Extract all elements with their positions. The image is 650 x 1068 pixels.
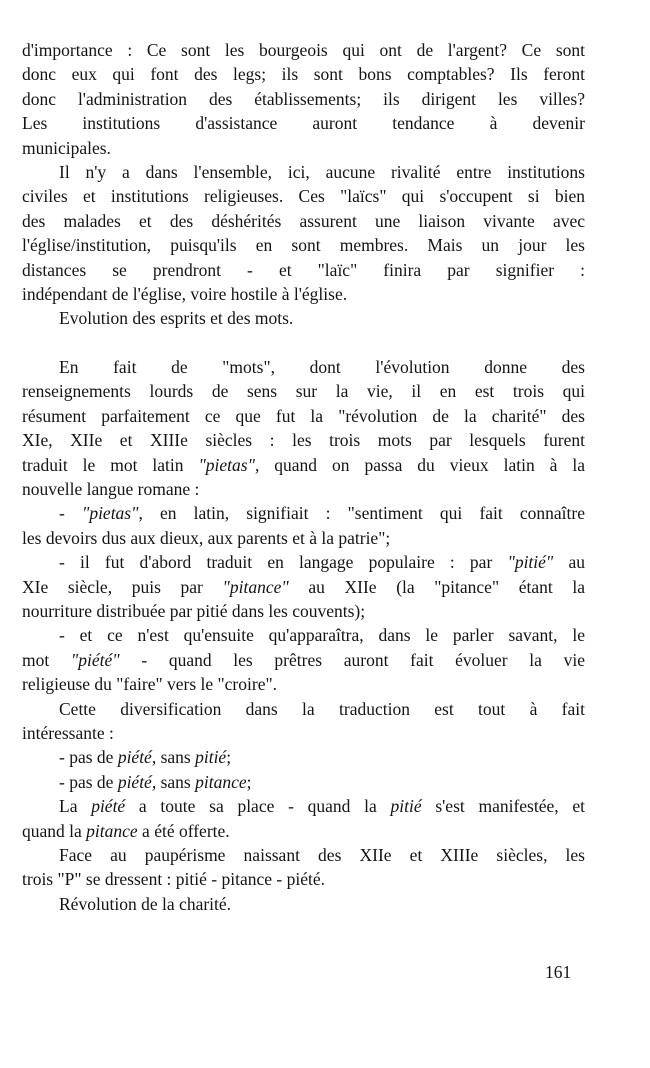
paragraph bbox=[22, 843, 585, 892]
text-line bbox=[22, 111, 585, 135]
text-run: - pas de bbox=[59, 747, 118, 768]
page-body bbox=[22, 38, 585, 916]
text-run: au bbox=[553, 552, 585, 573]
text-line bbox=[22, 892, 585, 916]
italic-text: piété, bbox=[117, 747, 157, 768]
text-run: sans bbox=[156, 771, 196, 792]
paragraph bbox=[22, 770, 585, 794]
paragraph-gap bbox=[22, 331, 585, 355]
text-line bbox=[22, 184, 585, 208]
text-run: a été offerte. bbox=[137, 820, 230, 841]
text-line bbox=[22, 623, 585, 647]
text-run: En fait de "mots", dont l'évolution donne des bbox=[59, 357, 585, 378]
text-run: au XIIe (la "pitance" étant la bbox=[288, 576, 585, 597]
italic-text: pitié bbox=[195, 747, 227, 768]
text-line bbox=[22, 38, 585, 62]
text-run: renseignements lourds de sens sur la vie, il en est trois qui bbox=[22, 381, 585, 402]
text-run: mot bbox=[22, 649, 71, 670]
text-line bbox=[22, 575, 585, 599]
text-line bbox=[22, 867, 585, 891]
text-line bbox=[22, 550, 585, 574]
text-line bbox=[22, 672, 585, 696]
text-run: ; bbox=[246, 771, 252, 792]
text-run: - bbox=[59, 503, 82, 524]
text-line bbox=[22, 233, 585, 257]
paragraph bbox=[22, 501, 585, 550]
text-run: - il fut d'abord traduit en langage populaire : par bbox=[59, 552, 508, 573]
paragraph bbox=[22, 550, 585, 623]
text-run: - quand les prêtres auront fait évoluer la vie bbox=[119, 649, 585, 670]
text-line bbox=[22, 745, 585, 769]
text-run: les devoirs dus aux dieux, aux parents et à la patrie"; bbox=[22, 527, 391, 548]
text-line bbox=[22, 794, 585, 818]
italic-text: "pietas" bbox=[81, 503, 139, 524]
paragraph bbox=[22, 38, 585, 160]
text-run: Cette diversification dans la traduction est tout à fait bbox=[59, 698, 585, 719]
text-line bbox=[22, 306, 585, 330]
text-run: municipales. bbox=[22, 137, 111, 158]
text-run: donc eux qui font des legs; ils sont bons comptables? Ils feront bbox=[22, 64, 585, 85]
text-run: sans bbox=[156, 747, 196, 768]
text-line bbox=[22, 697, 585, 721]
text-line bbox=[22, 526, 585, 550]
text-run: XIe siècle, puis par bbox=[22, 576, 223, 597]
text-run: trois "P" se dressent : pitié - pitance - piété. bbox=[22, 869, 325, 890]
text-run: La bbox=[59, 796, 92, 817]
italic-text: piété, bbox=[117, 771, 157, 792]
text-line bbox=[22, 648, 585, 672]
text-run: des malades et des déshérités assurent une liaison vivante avec bbox=[22, 210, 585, 231]
text-line bbox=[22, 355, 585, 379]
text-line bbox=[22, 843, 585, 867]
text-run: Face au paupérisme naissant des XIIe et XIIIe siècles, les bbox=[59, 844, 585, 865]
text-line bbox=[22, 770, 585, 794]
text-line bbox=[22, 62, 585, 86]
text-run: - pas de bbox=[59, 771, 118, 792]
text-line bbox=[22, 477, 585, 501]
italic-text: "pitance" bbox=[222, 576, 289, 597]
text-run: quand la bbox=[22, 820, 87, 841]
italic-text: piété bbox=[91, 796, 126, 817]
text-line bbox=[22, 428, 585, 452]
text-run: civiles et institutions religieuses. Ces "laïcs" qui s'occupent si bien bbox=[22, 186, 585, 207]
italic-text: "pietas" bbox=[198, 454, 255, 475]
text-run: religieuse du "faire" vers le "croire". bbox=[22, 674, 277, 695]
text-line bbox=[22, 501, 585, 525]
text-line bbox=[22, 379, 585, 403]
text-run: s'est manifestée, et bbox=[421, 796, 585, 817]
italic-text: pitance bbox=[86, 820, 138, 841]
text-run: indépendant de l'église, voire hostile à l'église. bbox=[22, 283, 348, 304]
text-run: , quand on passa du vieux latin à la bbox=[254, 454, 585, 475]
paragraph bbox=[22, 892, 585, 916]
paragraph bbox=[22, 745, 585, 769]
text-line bbox=[22, 136, 585, 160]
text-run: nouvelle langue romane : bbox=[22, 479, 200, 500]
text-run: ; bbox=[226, 747, 232, 768]
text-run: Révolution de la charité. bbox=[59, 893, 232, 914]
text-run: a toute sa place - quand la bbox=[125, 796, 391, 817]
text-line bbox=[22, 282, 585, 306]
text-line bbox=[22, 819, 585, 843]
page-number: 161 bbox=[545, 962, 572, 982]
text-line bbox=[22, 87, 585, 111]
text-run: Il n'y a dans l'ensemble, ici, aucune rivalité entre institutions bbox=[59, 161, 585, 182]
paragraph bbox=[22, 794, 585, 843]
text-run: Les institutions d'assistance auront tendance à devenir bbox=[22, 113, 585, 134]
text-line bbox=[22, 209, 585, 233]
text-line bbox=[22, 721, 585, 745]
text-run: traduit le mot latin bbox=[22, 454, 199, 475]
text-line bbox=[22, 599, 585, 623]
italic-text: pitance bbox=[195, 771, 247, 792]
text-run: l'église/institution, puisqu'ils en sont membres. Mais un jour les bbox=[22, 235, 585, 256]
italic-text: pitié bbox=[390, 796, 422, 817]
italic-text: "piété" bbox=[70, 649, 120, 670]
text-run: d'importance : Ce sont les bourgeois qui ont de l'argent? Ce sont bbox=[22, 40, 585, 60]
text-run: XIe, XIIe et XIIIe siècles : les trois mots par lesquels furent bbox=[22, 430, 585, 451]
paragraph bbox=[22, 697, 585, 746]
text-run: donc l'administration des établissements; ils dirigent les villes? bbox=[22, 88, 585, 109]
text-line bbox=[22, 160, 585, 184]
text-run: résument parfaitement ce que fut la "révolution de la charité" des bbox=[22, 405, 585, 426]
text-run: nourriture distribuée par pitié dans les couvents); bbox=[22, 600, 366, 621]
text-line bbox=[22, 258, 585, 282]
paragraph bbox=[22, 160, 585, 306]
paragraph bbox=[22, 355, 585, 501]
text-run: intéressante : bbox=[22, 722, 114, 743]
italic-text: "pitié" bbox=[507, 552, 554, 573]
text-line bbox=[22, 453, 585, 477]
text-run: distances se prendront - et "laïc" finira par signifier : bbox=[22, 259, 585, 280]
text-run: , en latin, signifiait : "sentiment qui fait connaître bbox=[138, 503, 585, 524]
paragraph bbox=[22, 623, 585, 696]
text-run: Evolution des esprits et des mots. bbox=[59, 308, 294, 329]
paragraph bbox=[22, 306, 585, 330]
text-run: - et ce n'est qu'ensuite qu'apparaîtra, dans le parler savant, le bbox=[59, 625, 585, 646]
text-line bbox=[22, 404, 585, 428]
